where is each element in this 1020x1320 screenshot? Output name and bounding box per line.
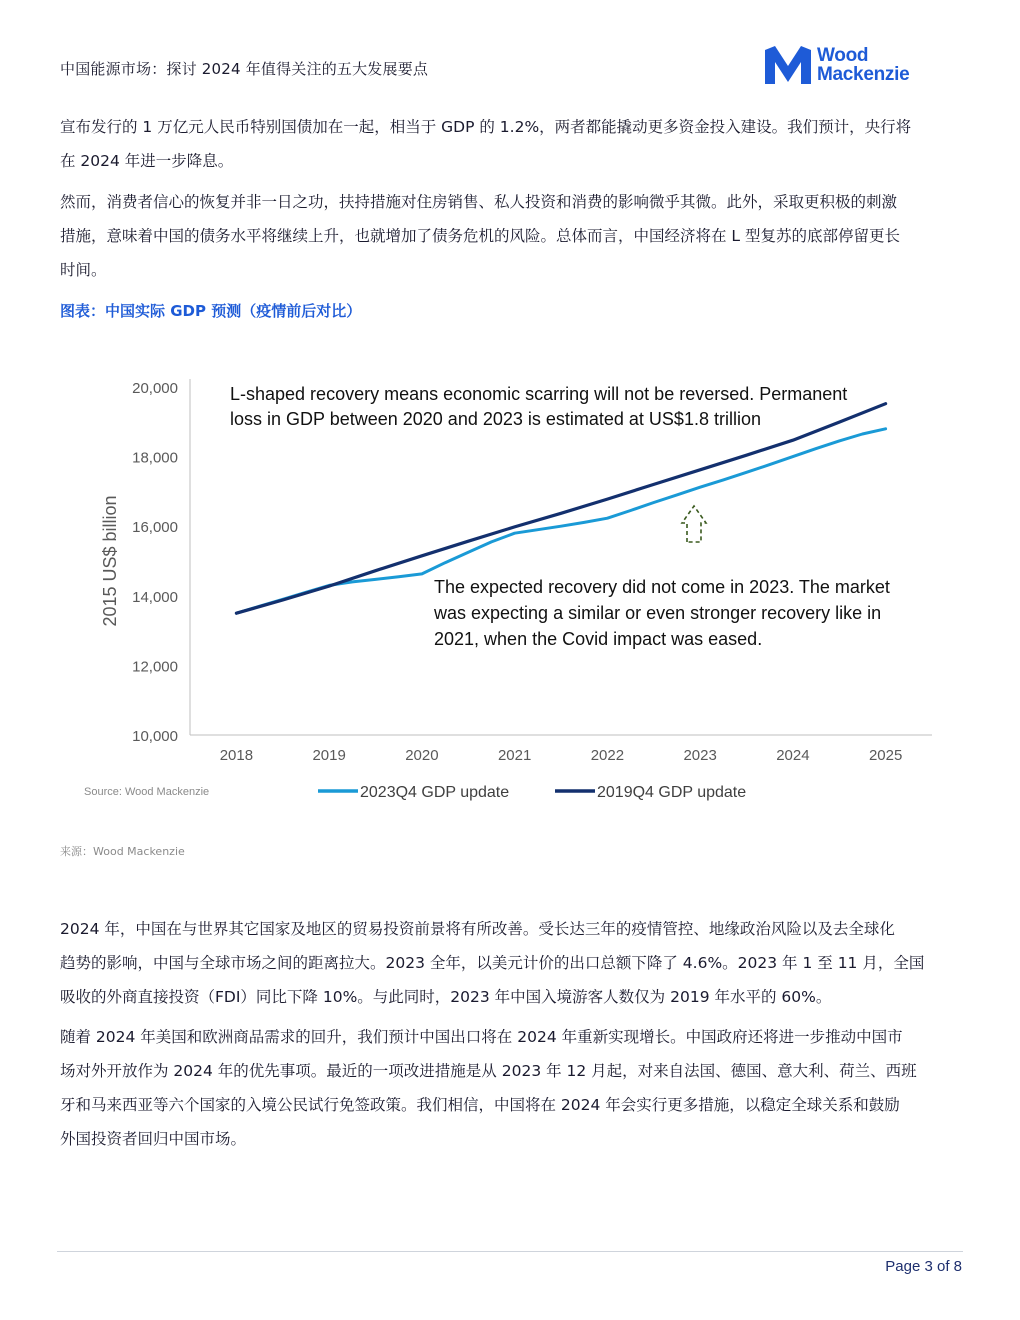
x-tick-label: 2023 [683, 747, 717, 764]
x-tick-label: 2019 [312, 747, 346, 764]
paragraph-3 [60, 912, 962, 1014]
y-tick-label: 18,000 [132, 449, 178, 467]
x-tick-label: 2021 [497, 747, 532, 764]
y-tick-label: 12,000 [132, 658, 178, 676]
page-number: Page 3 of 8 [885, 1258, 962, 1275]
paragraph-line: 措施，意味着中国的债务水平将继续上升，也就增加了债务危机的风险。总体而言，中国经济将在 L 型复苏的底部停留更长 [60, 227, 900, 245]
annotation-text-line: was expecting a similar or even stronger recovery like in [434, 603, 882, 623]
chart-source-label: Source: Wood Mackenzie [84, 786, 210, 798]
annotation-text-line: 2021, when the Covid impact was eased. [434, 629, 763, 649]
paragraph-line: 趋势的影响，中国与全球市场之间的距离拉大。2023 全年，以美元计价的出口总额下降了 4.6%。2023 年 1 至 11 月，全国 [60, 954, 925, 972]
paragraph-line: 吸收的外商直接投资（FDI）同比下降 10%。与此同时，2023 年中国入境游客人数仅为 2019 年水平的 60%。 [60, 988, 832, 1006]
paragraph-line: 宣布发行的 1 万亿元人民币特别国债加在一起，相当于 GDP 的 1.2%，两者都能撬动更多资金投入建设。我们预计，央行将 [60, 118, 912, 136]
y-tick-label: 10,000 [132, 728, 178, 745]
logo-text-line1: Wood [817, 45, 869, 66]
paragraph-line: 外国投资者回归中国市场。 [60, 1130, 247, 1148]
annotation-text-line: The expected recovery did not come in 2023. The market [434, 577, 890, 597]
x-tick-label: 2024 [776, 747, 810, 764]
wood-mackenzie-logo [765, 46, 935, 88]
logo-text-line2: Mackenzie [817, 64, 910, 85]
y-tick-label: 16,000 [132, 519, 178, 537]
paragraph-line: 场对外开放作为 2024 年的优先事项。最近的一项改进措施是从 2023 年 12 月起，对来自法国、德国、意大利、荷兰、西班 [60, 1062, 917, 1080]
footer-divider [57, 1251, 963, 1252]
logo-mark-icon [765, 46, 811, 86]
legend-label: 2023Q4 GDP update [360, 784, 510, 801]
x-tick-label: 2022 [590, 747, 625, 764]
gdp-chart [60, 360, 960, 820]
document-header-title: 中国能源市场：探讨 2024 年值得关注的五大发展要点 [60, 60, 429, 78]
paragraph-line: 随着 2024 年美国和欧洲商品需求的回升，我们预计中国出口将在 2024 年重新实现增长。中国政府还将进一步推动中国市 [60, 1028, 903, 1046]
annotation-text-line: L-shaped recovery means economic scarring will not be reversed. Permanent [230, 384, 848, 404]
paragraph-line: 然而，消费者信心的恢复并非一日之功，扶持措施对住房销售、私人投资和消费的影响微乎其微。此外，采取更积极的刺激 [60, 193, 898, 211]
up-arrow-icon [682, 506, 706, 542]
gdp-chart-svg [60, 360, 960, 820]
x-tick-label: 2020 [405, 747, 439, 764]
paragraph-1 [60, 110, 962, 178]
paragraph-line: 时间。 [60, 261, 107, 279]
paragraph-line: 牙和马来西亚等六个国家的入境公民试行免签政策。我们相信，中国将在 2024 年会实行更多措施，以稳定全球关系和鼓励 [60, 1096, 900, 1114]
paragraph-line: 2024 年，中国在与世界其它国家及地区的贸易投资前景将有所改善。受长达三年的疫情管控、地缘政治风险以及去全球化 [60, 920, 895, 938]
paragraph-line: 在 2024 年进一步降息。 [60, 152, 234, 170]
annotation-text-line: loss in GDP between 2020 and 2023 is estimated at US$1.8 trillion [230, 409, 761, 429]
figure-source: 来源：Wood Mackenzie [60, 845, 185, 858]
x-tick-label: 2018 [219, 747, 254, 764]
paragraph-2 [60, 185, 962, 287]
x-tick-label: 2025 [868, 747, 903, 764]
y-tick-label: 20,000 [132, 380, 178, 397]
legend-label: 2019Q4 GDP update [597, 784, 747, 801]
y-tick-label: 14,000 [132, 588, 178, 606]
figure-title: 图表：中国实际 GDP 预测（疫情前后对比） [60, 302, 362, 320]
y-axis-label: 2015 US$ billion [100, 495, 120, 627]
paragraph-4 [60, 1020, 962, 1156]
